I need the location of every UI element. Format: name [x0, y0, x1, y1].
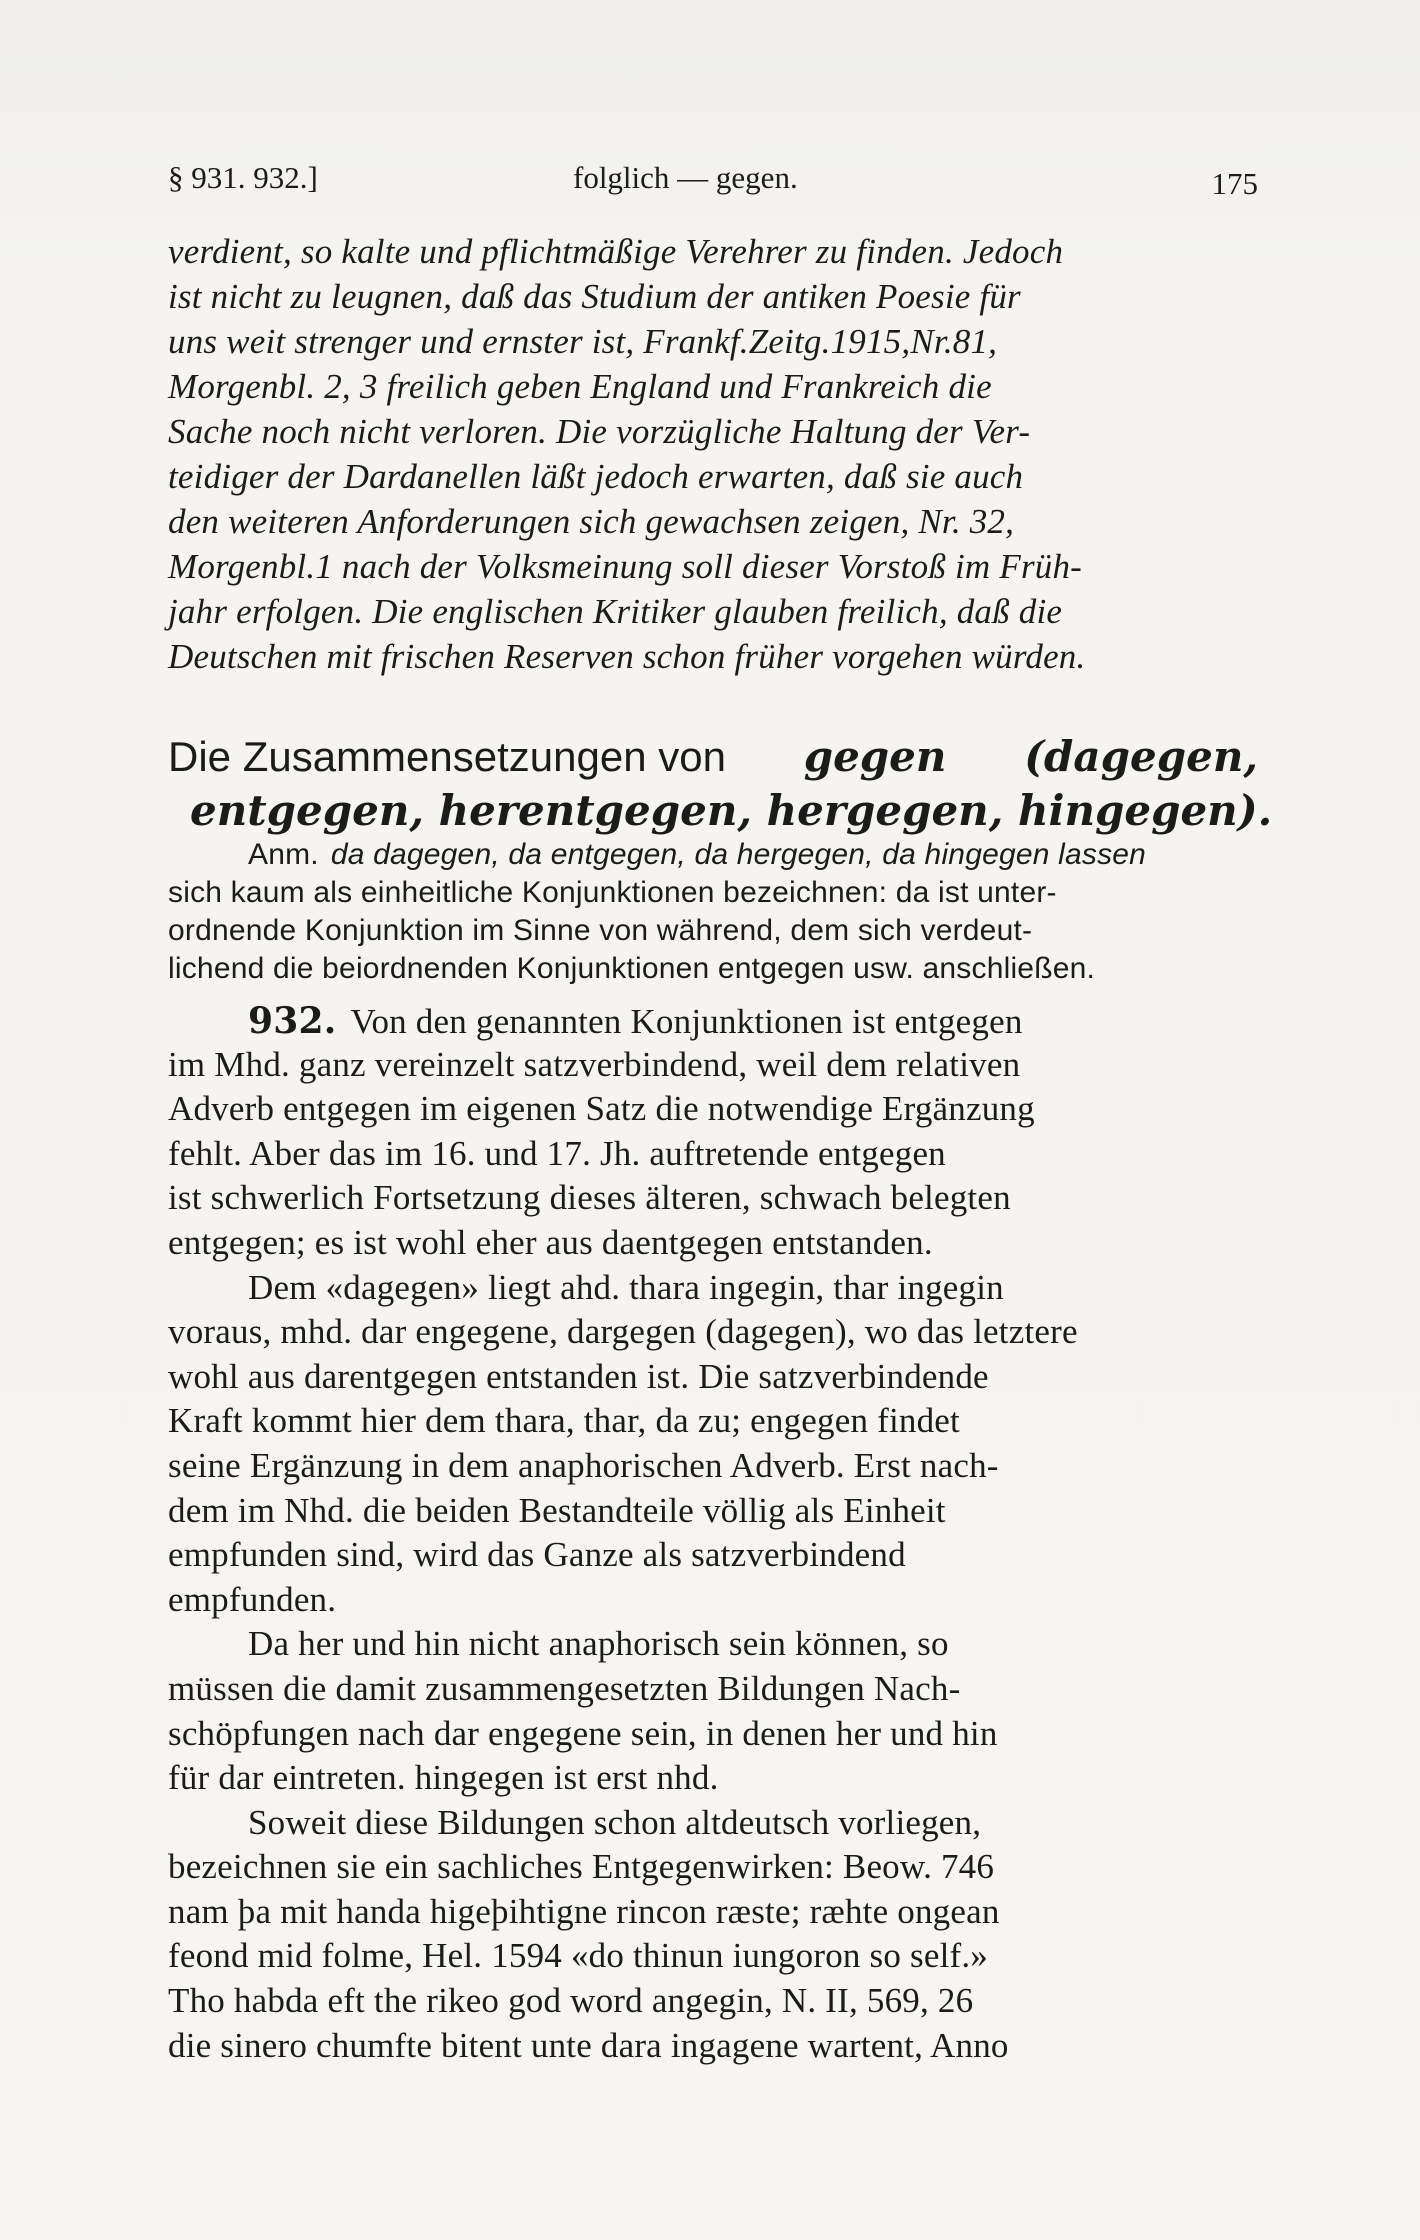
- heading-prefix: Die Zusammensetzungen von: [168, 733, 726, 780]
- paragraph-line: bezeichnen sie ein sachliches Entgegenwirken: Beow. 746: [168, 1847, 995, 1887]
- text-line: Deutschen mit frischen Reserven schon früher vorgehen würden.: [168, 637, 1086, 676]
- paragraph-line: entgegen; es ist wohl eher aus daentgegen entstanden.: [168, 1222, 933, 1262]
- annotation-label: Anm.: [248, 838, 319, 871]
- paragraph-text: Von den genannten Konjunktionen ist entgegen: [350, 1002, 1023, 1041]
- paragraph-line: seine Ergänzung in dem anaphorischen Adverb. Erst nach-: [168, 1445, 999, 1485]
- text-line: ist nicht zu leugnen, daß das Studium der antiken Poesie für: [168, 277, 1021, 316]
- paragraph-line: fehlt. Aber das im 16. und 17. Jh. auftretende entgegen: [168, 1133, 946, 1173]
- annotation-line: sich kaum als einheitliche Konjunktionen bezeichnen: da ist unter-: [168, 876, 1057, 909]
- paragraph-line: Dem «dagegen» liegt ahd. thara ingegin, thar ingegin: [248, 1267, 1004, 1307]
- paragraph-line: für dar eintreten. hingegen ist erst nhd.: [168, 1758, 719, 1798]
- annotation-line: lichend die beiordnenden Konjunktionen entgegen usw. anschließen.: [168, 952, 1096, 985]
- paragraph-line: im Mhd. ganz vereinzelt satzverbindend, weil dem relativen: [168, 1044, 1021, 1084]
- text-line: verdient, so kalte und pflichtmäßige Verehrer zu finden. Jedoch: [168, 232, 1064, 271]
- heading-dagegen: (dagegen,: [1024, 732, 1258, 781]
- continued-paragraph: [168, 232, 1258, 682]
- annotation-note: [168, 838, 1258, 990]
- paragraph-line: dem im Nhd. die beiden Bestandteile völlig als Einheit: [168, 1490, 946, 1530]
- text-line: teidiger der Dardanellen läßt jedoch erwarten, daß sie auch: [168, 457, 1024, 496]
- paragraph-line: feond mid folme, Hel. 1594 «do thinun iungoron so self.»: [168, 1936, 988, 1976]
- paragraph-line: Kraft kommt hier dem thara, thar, da zu; engegen findet: [168, 1401, 960, 1441]
- paragraph-line: die sinero chumfte bitent unte dara ingagene wartent, Anno: [168, 2025, 1009, 2065]
- paragraph-line: nam þa mit handa higeþihtigne rincon ræste; ræhte ongean: [168, 1891, 1000, 1931]
- paragraph-line: Soweit diese Bildungen schon altdeutsch vorliegen,: [248, 1802, 982, 1842]
- annotation-line: ordnende Konjunktion im Sinne von während, dem sich verdeut-: [168, 914, 1033, 947]
- paragraph-line: Tho habda eft the rikeo god word angegin, N. II, 569, 26: [168, 1981, 974, 2021]
- heading-gegen: gegen: [803, 732, 947, 781]
- paragraph-line: ist schwerlich Fortsetzung dieses älteren, schwach belegten: [168, 1178, 1011, 1218]
- section-number: 932.: [248, 1000, 337, 1042]
- paragraph-line: Da her und hin nicht anaphorisch sein können, so: [248, 1624, 949, 1664]
- section-heading: [168, 730, 1273, 838]
- text-line: Sache noch nicht verloren. Die vorzügliche Haltung der Ver-: [168, 412, 1031, 451]
- running-head: [168, 160, 1258, 200]
- paragraph-line: müssen die damit zusammengesetzten Bildungen Nach-: [168, 1668, 961, 1708]
- text-line: den weiteren Anforderungen sich gewachsen zeigen, Nr. 32,: [168, 502, 1015, 541]
- paragraph-line: Adverb entgegen im eigenen Satz die notwendige Ergänzung: [168, 1089, 1035, 1129]
- paragraph-line: voraus, mhd. dar engegene, dargegen (dagegen), wo das letztere: [168, 1312, 1078, 1352]
- paragraph-line: empfunden.: [168, 1579, 337, 1619]
- paragraph-line: wohl aus darentgegen entstanden ist. Die satzverbindende: [168, 1356, 989, 1396]
- page-number: 175: [1211, 166, 1258, 201]
- heading-line-2: entgegen, herentgegen, hergegen, hingegen).: [190, 786, 1273, 835]
- text-line: jahr erfolgen. Die englischen Kritiker glauben freilich, daß die: [168, 592, 1063, 631]
- annotation-first-line: [168, 838, 1258, 876]
- text-line: uns weit strenger und ernster ist, Frankf.Zeitg.1915,Nr.81,: [168, 322, 998, 361]
- paragraph-line: schöpfungen nach dar engegene sein, in denen her und hin: [168, 1713, 998, 1753]
- section-932: [168, 1000, 1258, 2070]
- section-reference: § 931. 932.]: [168, 160, 318, 195]
- text-line: Morgenbl.1 nach der Volksmeinung soll dieser Vorstoß im Früh-: [168, 547, 1083, 586]
- annotation-text: da dagegen, da entgegen, da hergegen, da hingegen lassen: [330, 838, 1147, 871]
- running-title: folglich — gegen.: [573, 160, 798, 195]
- text-line: Morgenbl. 2, 3 freilich geben England und Frankreich die: [168, 367, 992, 406]
- section-932-first-line: [168, 1000, 1258, 1045]
- paragraph-line: empfunden sind, wird das Ganze als satzverbindend: [168, 1535, 906, 1575]
